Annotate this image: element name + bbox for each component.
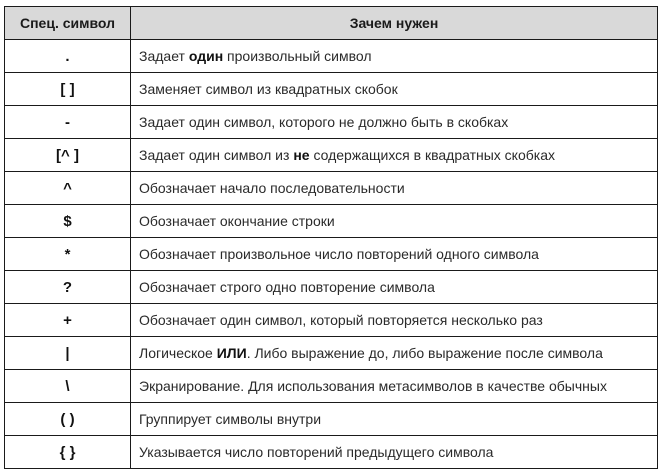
header-symbol: Спец. символ [5, 7, 131, 40]
description-cell [131, 205, 658, 238]
description-text-tail: . Либо выражение до, либо выражение после символа [246, 345, 603, 361]
symbol-cell: ? [5, 271, 131, 304]
symbol-cell: [ ] [5, 73, 131, 106]
symbol-cell: \ [5, 370, 131, 403]
description-text: Обозначает окончание строки [139, 213, 335, 229]
description-cell [131, 337, 658, 370]
description-cell [131, 106, 658, 139]
symbol-cell: { } [5, 436, 131, 469]
symbol-cell: ( ) [5, 403, 131, 436]
header-row [5, 7, 658, 40]
description-cell [131, 370, 658, 403]
description-cell [131, 139, 658, 172]
description-emphasis: не [293, 147, 310, 163]
description-cell [131, 304, 658, 337]
table-row [5, 106, 658, 139]
description-emphasis: ИЛИ [216, 345, 247, 361]
description-cell [131, 73, 658, 106]
description-text: Логическое [139, 345, 217, 361]
description-text: Задает один символ из [139, 147, 294, 163]
symbol-cell: [^ ] [5, 139, 131, 172]
table-row [5, 436, 658, 469]
table-row [5, 172, 658, 205]
table-body [5, 40, 658, 469]
description-emphasis: один [188, 48, 224, 64]
description-text: Указывается число повторений предыдущего символа [139, 444, 494, 460]
symbol-cell: ^ [5, 172, 131, 205]
symbol-cell: - [5, 106, 131, 139]
description-text: Задает один символ, которого не должно быть в скобках [139, 114, 509, 130]
regex-symbols-table [4, 6, 658, 469]
symbol-cell: | [5, 337, 131, 370]
table-row [5, 205, 658, 238]
table-row [5, 304, 658, 337]
description-cell [131, 238, 658, 271]
symbol-cell: * [5, 238, 131, 271]
description-text: Обозначает произвольное число повторений одного символа [139, 246, 539, 262]
table-row [5, 370, 658, 403]
description-text: Обозначает строго одно повторение символа [139, 279, 435, 295]
table-row [5, 40, 658, 73]
table-row [5, 271, 658, 304]
symbol-cell: + [5, 304, 131, 337]
header-purpose: Зачем нужен [131, 7, 658, 40]
description-text: Обозначает начало последовательности [139, 180, 405, 196]
table-row [5, 238, 658, 271]
description-text: Задает [139, 48, 189, 64]
table-row [5, 403, 658, 436]
description-text: Группирует символы внутри [139, 411, 322, 427]
description-text: Экранирование. Для использования метасимволов в качестве обычных [139, 378, 607, 394]
table-row [5, 139, 658, 172]
description-cell [131, 40, 658, 73]
symbol-cell: $ [5, 205, 131, 238]
description-text-tail: произвольный символ [223, 48, 372, 64]
table-row [5, 337, 658, 370]
description-text-tail: содержащихся в квадратных скобках [309, 147, 555, 163]
description-cell [131, 271, 658, 304]
description-cell [131, 172, 658, 205]
table-row [5, 73, 658, 106]
description-text: Обозначает один символ, который повторяется несколько раз [139, 312, 543, 328]
symbol-cell: . [5, 40, 131, 73]
description-cell [131, 436, 658, 469]
description-text: Заменяет символ из квадратных скобок [139, 81, 398, 97]
description-cell [131, 403, 658, 436]
